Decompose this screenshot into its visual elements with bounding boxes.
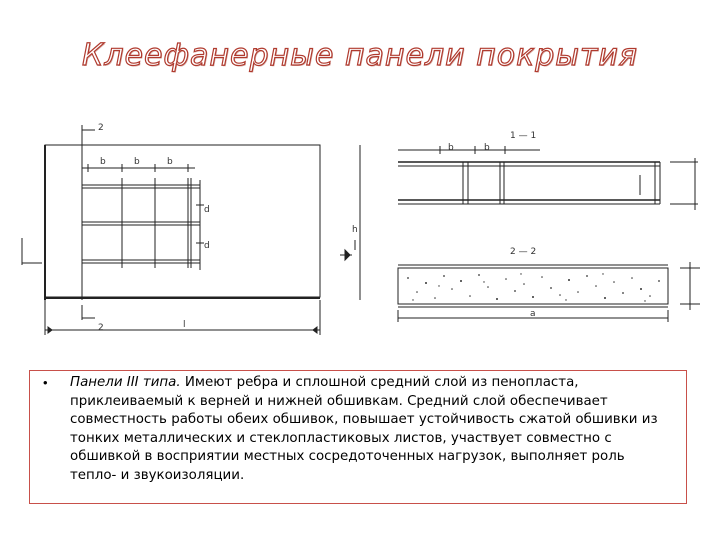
slide-title: Клеефанерные панели покрытия: [82, 38, 638, 73]
label-section-top: 2: [98, 123, 104, 133]
label-section-bottom: 2: [98, 323, 104, 333]
label-dim-l: l: [183, 320, 186, 330]
label-dim-b1: b: [100, 157, 106, 167]
label-dim-b4: b: [448, 143, 454, 153]
label-dim-b3: b: [167, 157, 173, 167]
label-section-1: 1 — 1: [510, 131, 537, 141]
label-section-2: 2 — 2: [510, 247, 537, 257]
label-dim-d1: d: [204, 205, 210, 215]
label-dim-b2: b: [134, 157, 140, 167]
foam-texture: [407, 273, 660, 301]
label-dim-h: h: [352, 225, 358, 235]
description-box: [29, 370, 687, 504]
bullet-marker: •: [43, 375, 48, 390]
label-dim-a: a: [530, 309, 536, 319]
panel-type-heading: Панели III типа.: [70, 375, 181, 390]
label-dim-b5: b: [484, 143, 490, 153]
description-paragraph: [70, 374, 670, 486]
panel-description: Имеют ребра и сплошной средний слой из пенопласта, приклеиваемый к верней и нижней обшивкам. Средний слой обеспечивает совместность работы обеих обшивок, повышает устойчивость сжатой обшивки из тонких металлических и стеклопластиковых листов, участвует совместно с обшивкой в восприятии местных сосредоточенных нагрузок, выполняет роль тепло- и звукоизоляции.: [70, 375, 658, 483]
label-dim-d2: d: [204, 241, 210, 251]
